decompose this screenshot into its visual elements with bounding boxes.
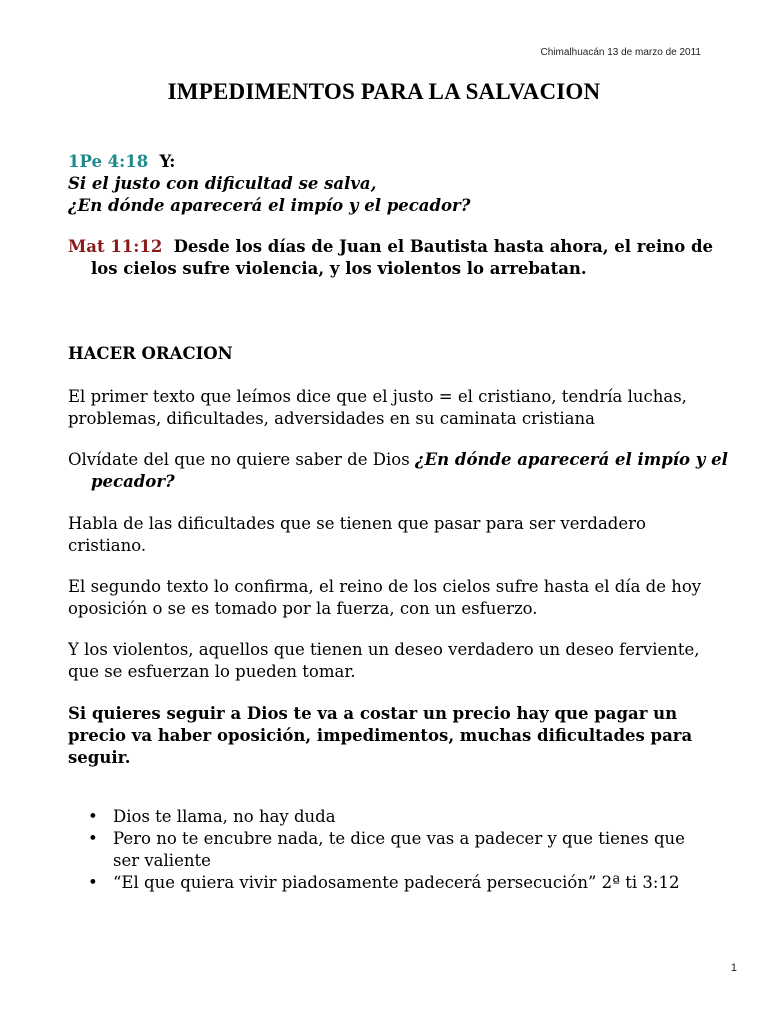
paragraph-2-text: Olvídate del que no quiere saber de Dios [68, 450, 415, 469]
section-heading: HACER ORACION [68, 344, 233, 363]
verse-mat-text: Desde los días de Juan el Bautista hasta ahora, el reino de los cielos sufre violencia, y los violentos lo arrebatan. [91, 237, 714, 278]
list-item [88, 806, 708, 828]
document-title: IMPEDIMENTOS PARA LA SALVACION [167, 79, 601, 104]
bullet-icon: • [88, 873, 98, 892]
paragraph-3: Habla de las dificultades que se tienen que pasar para ser verdadero cristiano. [68, 514, 646, 555]
bullet-icon: • [88, 807, 98, 826]
verse-1pe-line1: Si el justo con dificultad se salva, [68, 174, 377, 193]
list-item-text: “El que quiera vivir piadosamente padecerá persecución” 2ª ti 3:12 [113, 873, 680, 892]
paragraph-2-quote: ¿En dónde aparecerá el impío y el pecador? [91, 450, 728, 491]
bullet-icon: • [88, 829, 98, 848]
verse-mat-block [68, 236, 731, 280]
paragraph-2 [68, 449, 731, 493]
paragraph-4: El segundo texto lo confirma, el reino de los cielos sufre hasta el día de hoy oposición o se es tomado por la fuerza, con un esfuerzo. [68, 577, 702, 618]
verse-1pe-line2: ¿En dónde aparecerá el impío y el pecador? [68, 196, 471, 215]
paragraph-6: Si quieres seguir a Dios te va a costar un precio hay que pagar un precio va haber oposición, impedimentos, muchas dificultades para seguir. [68, 704, 693, 767]
bullet-list [88, 806, 708, 894]
paragraph-5: Y los violentos, aquellos que tienen un deseo verdadero un deseo ferviente, que se esfuerzan lo pueden tomar. [68, 640, 700, 681]
paragraph-1: El primer texto que leímos dice que el justo = el cristiano, tendría luchas, problemas, dificultades, adversidades en su caminata cristiana [68, 387, 687, 428]
verse-1pe-reference: 1Pe 4:18 [68, 152, 149, 171]
list-item-text: Dios te llama, no hay duda [113, 807, 336, 826]
verse-1pe-ref-line [68, 151, 708, 173]
list-item [88, 872, 708, 894]
date-line: Chimalhuacán 13 de marzo de 2011 [540, 47, 701, 58]
list-item-text: Pero no te encubre nada, te dice que vas a padecer y que tienes que ser valiente [113, 829, 685, 870]
verse-mat-reference: Mat 11:12 [68, 237, 163, 256]
page-number: 1 [730, 962, 737, 974]
verse-1pe-block [68, 151, 708, 217]
verse-1pe-lead: Y: [159, 152, 176, 171]
list-item [88, 828, 708, 872]
